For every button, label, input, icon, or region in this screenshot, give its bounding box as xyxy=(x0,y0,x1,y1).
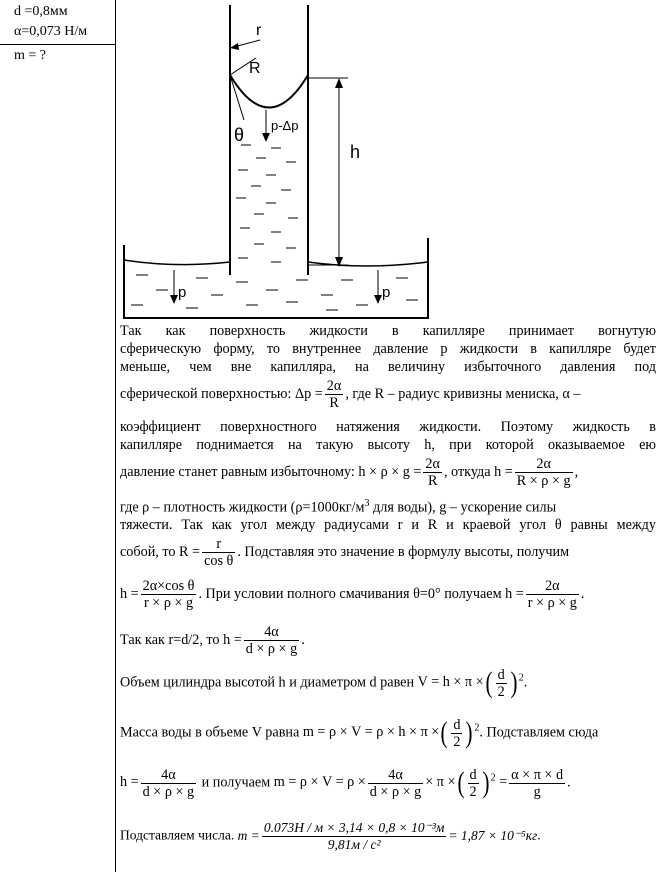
given-d: d =0,8мм xyxy=(14,4,68,19)
label-p-right: p xyxy=(382,284,391,301)
label-p-left: p xyxy=(178,284,187,301)
formula-R: R = $\frac{r}{\text{cos θ}}$ xyxy=(179,536,234,569)
text-line: сферическую форму, то внутреннее давление р жидкости в капилляре будет xyxy=(120,341,656,357)
text-line: тяжести. Так как угол между радиусами r и R и краевой угол θ равны между xyxy=(120,517,656,533)
formula-row: Масса воды в объеме V равна m = ρ × V = ρ × h × π ×( $\frac{d}{2}$ ) $^2$. Подставляем сюда xyxy=(120,716,599,750)
capillary-svg xyxy=(116,0,436,320)
text-line: Так как поверхность жидкости в капилляре принимает вогнутую xyxy=(120,323,656,339)
formula-m1: m = ρ × V = ρ × h × π ×( $\frac{d}{2}$ ) $^2$ xyxy=(302,716,480,750)
formula-h3: h = $\frac{2\alpha}{r \times \rho \times g}$ xyxy=(505,578,577,611)
given-m: m = ? xyxy=(14,48,46,63)
formula-h4: h = $\frac{4\alpha}{d \times \rho \times g}$ xyxy=(223,624,298,657)
label-R: R xyxy=(249,60,261,77)
text-line: капилляре поднимается на такую высоту h, при которой оказываемое ею xyxy=(120,437,656,453)
formula-numeric: m = $\frac{\text{0.073Н / м × 3,14 × 0,8 × 10⁻³м}}{\text{9,81м / с²}}$ = 1,87 × 10⁻⁵кг xyxy=(237,820,538,852)
formula-row: сферической поверхностью: Δp = $\frac{2\alpha}{R}$ , где R – радиус кривизны мениска, α – xyxy=(120,378,581,411)
formula-m2: m = ρ × V = ρ × $\frac{4\alpha}{d \times \rho \times g}$ × π ×( $\frac{d}{2}$ ) $^2$ = $\frac{\alpha \times \pi \times d}{g}$ xyxy=(273,766,564,800)
text-line: где ρ – плотность жидкости ($\rho=1000кг/м^3$ для воды), g – ускорение силы xyxy=(120,498,557,516)
formula-row: собой, то R = $\frac{r}{\text{cos θ}}$ . Подставляя это значение в формулу высоты, получим xyxy=(120,536,570,569)
formula-row: давление станет равным избыточному: h × ρ × g = $\frac{2\alpha}{R}$ , откуда h = $\frac{2\alpha}{R \times \rho \times g}$ , xyxy=(120,456,579,489)
formula-row: Подставляем числа. m = $\frac{\text{0.073Н / м × 3,14 × 0,8 × 10⁻³м}}{\text{9,81м / с²}}$ = 1,87 × 10⁻⁵кг. xyxy=(120,820,541,852)
formula-dp: Δp = $\frac{2\alpha}{R}$ xyxy=(295,378,342,411)
formula-h1: h = $\frac{2\alpha}{R \times \rho \times g}$ xyxy=(494,456,571,489)
given-divider xyxy=(0,44,115,45)
formula-V: V = h × π ×( $\frac{d}{2}$ ) $^2$ xyxy=(417,666,524,700)
label-p-minus: p-Δp xyxy=(271,118,299,133)
formula-row: Объем цилиндра высотой h и диаметром d равен V = h × π ×( $\frac{d}{2}$ ) $^2$. xyxy=(120,666,528,700)
formula-balance: h × ρ × g = $\frac{2\alpha}{R}$ xyxy=(358,456,440,489)
label-h: h xyxy=(350,142,361,162)
formula-h2: h = $\frac{\text{2α×cos θ}}{r \times \rho \times g}$ xyxy=(120,578,195,611)
text-line: меньше, чем вне капилляра, на величину избыточного давления под xyxy=(120,359,656,375)
label-r: r xyxy=(256,22,262,39)
capillary-diagram xyxy=(116,0,436,325)
label-theta: θ xyxy=(234,125,245,145)
formula-row: h = $\frac{\text{2α×cos θ}}{r \times \rho \times g}$ . При условии полного смачивания θ=0° получаем h = $\frac{2\alpha}{r \times \rho \times g}$ . xyxy=(120,578,585,611)
formula-row: Так как r=d/2, то h = $\frac{4\alpha}{d \times \rho \times g}$ . xyxy=(120,624,305,657)
text-line: коэффициент поверхностного натяжения жидкости. Поэтому жидкость в xyxy=(120,419,656,435)
formula-row: h = $\frac{4\alpha}{d \times \rho \times g}$ и получаем m = ρ × V = ρ × $\frac{4\alpha}{d \times \rho \times g}$ × π ×( $\frac{d}{2}$ ) $^2$ = $\frac{\alpha \times \pi \times d}{g}$ . xyxy=(120,766,571,800)
given-alpha: α=0,073 Н/м xyxy=(14,24,88,39)
formula-h5: h = $\frac{4\alpha}{d \times \rho \times g}$ xyxy=(120,766,195,800)
